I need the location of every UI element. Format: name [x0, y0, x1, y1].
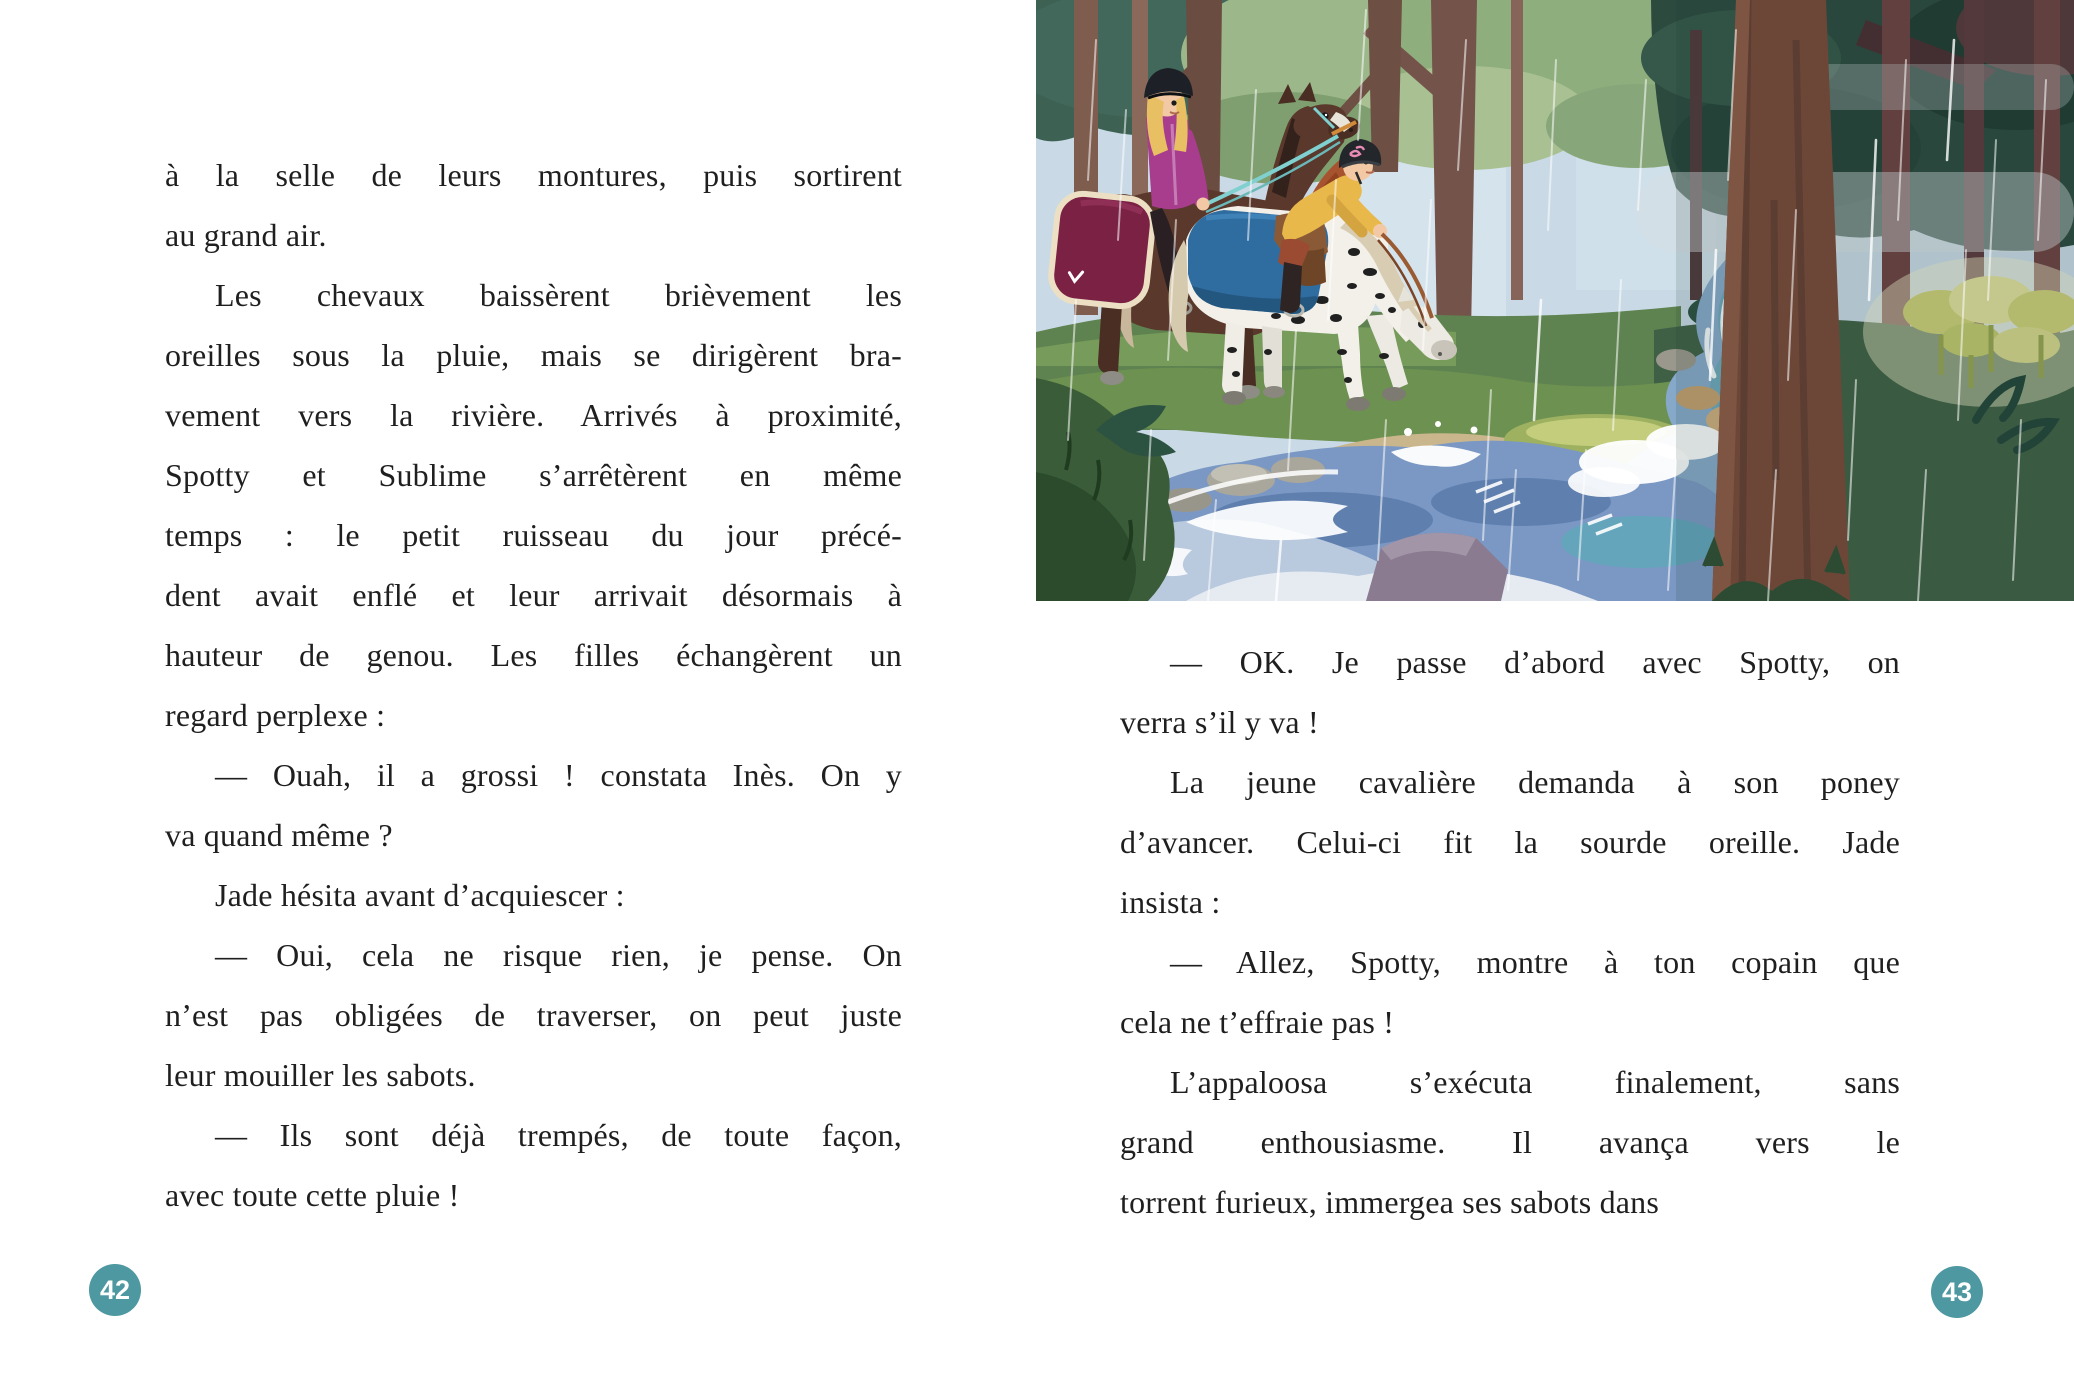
text-line: Spotty et Sublime s’arrêtèrent en même: [165, 457, 902, 493]
text-line: insista :: [1120, 884, 1221, 920]
text-line: n’est pas obligées de traverser, on peut juste: [165, 997, 902, 1033]
text-line: cela ne t’effraie pas !: [1120, 1004, 1395, 1040]
left-text-column: [165, 145, 902, 1225]
foreground-bank: [1036, 378, 1176, 601]
text-line: hauteur de genou. Les filles échangèrent un: [165, 637, 902, 673]
text-line: à la selle de leurs montures, puis sortirent: [165, 157, 902, 193]
text-line: Les chevaux baissèrent brièvement les: [215, 277, 902, 313]
text-line: avec toute cette pluie !: [165, 1177, 460, 1213]
text-line: grand enthousiasme. Il avança vers le: [1120, 1124, 1900, 1160]
text-line: dent avait enflé et leur arrivait désormais à: [165, 577, 902, 613]
text-line: oreilles sous la pluie, mais se dirigèrent bra-: [165, 337, 902, 373]
text-line: — Oui, cela ne risque rien, je pense. On: [215, 937, 902, 973]
text-line: verra s’il y va !: [1120, 704, 1319, 740]
text-line: torrent furieux, immergea ses sabots dans: [1120, 1184, 1660, 1220]
page-number-badge-right: [1931, 1266, 1983, 1318]
right-text-column: [1120, 632, 1900, 1232]
text-line: leur mouiller les sabots.: [165, 1057, 476, 1093]
illustration-svg: [1036, 0, 2074, 601]
blanket-burgundy: [1049, 191, 1156, 308]
text-line: temps : le petit ruisseau du jour précé-: [165, 517, 902, 553]
page-number: 42: [99, 1274, 131, 1305]
text-line: va quand même ?: [165, 817, 393, 853]
text-line: — OK. Je passe d’abord avec Spotty, on: [1170, 644, 1900, 680]
illustration-riders-at-stream: [1036, 0, 2074, 601]
text-line: Jade hésita avant d’acquiescer :: [215, 877, 625, 913]
text-line: vement vers la rivière. Arrivés à proximité,: [165, 397, 902, 433]
text-line: d’avancer. Celui-ci fit la sourde oreille. Jade: [1120, 824, 1900, 860]
text-line: au grand air.: [165, 217, 327, 253]
text-line: L’appaloosa s’exécuta finalement, sans: [1170, 1064, 1900, 1100]
text-line: — Allez, Spotty, montre à ton copain que: [1170, 944, 1900, 980]
page-number: 43: [1941, 1276, 1973, 1307]
page-number-badge-left: [89, 1264, 141, 1316]
text-line: — Ouah, il a grossi ! constata Inès. On y: [215, 757, 902, 793]
text-line: La jeune cavalière demanda à son poney: [1170, 764, 1900, 800]
text-line: — Ils sont déjà trempés, de toute façon,: [215, 1117, 902, 1153]
text-line: regard perplexe :: [165, 697, 386, 733]
